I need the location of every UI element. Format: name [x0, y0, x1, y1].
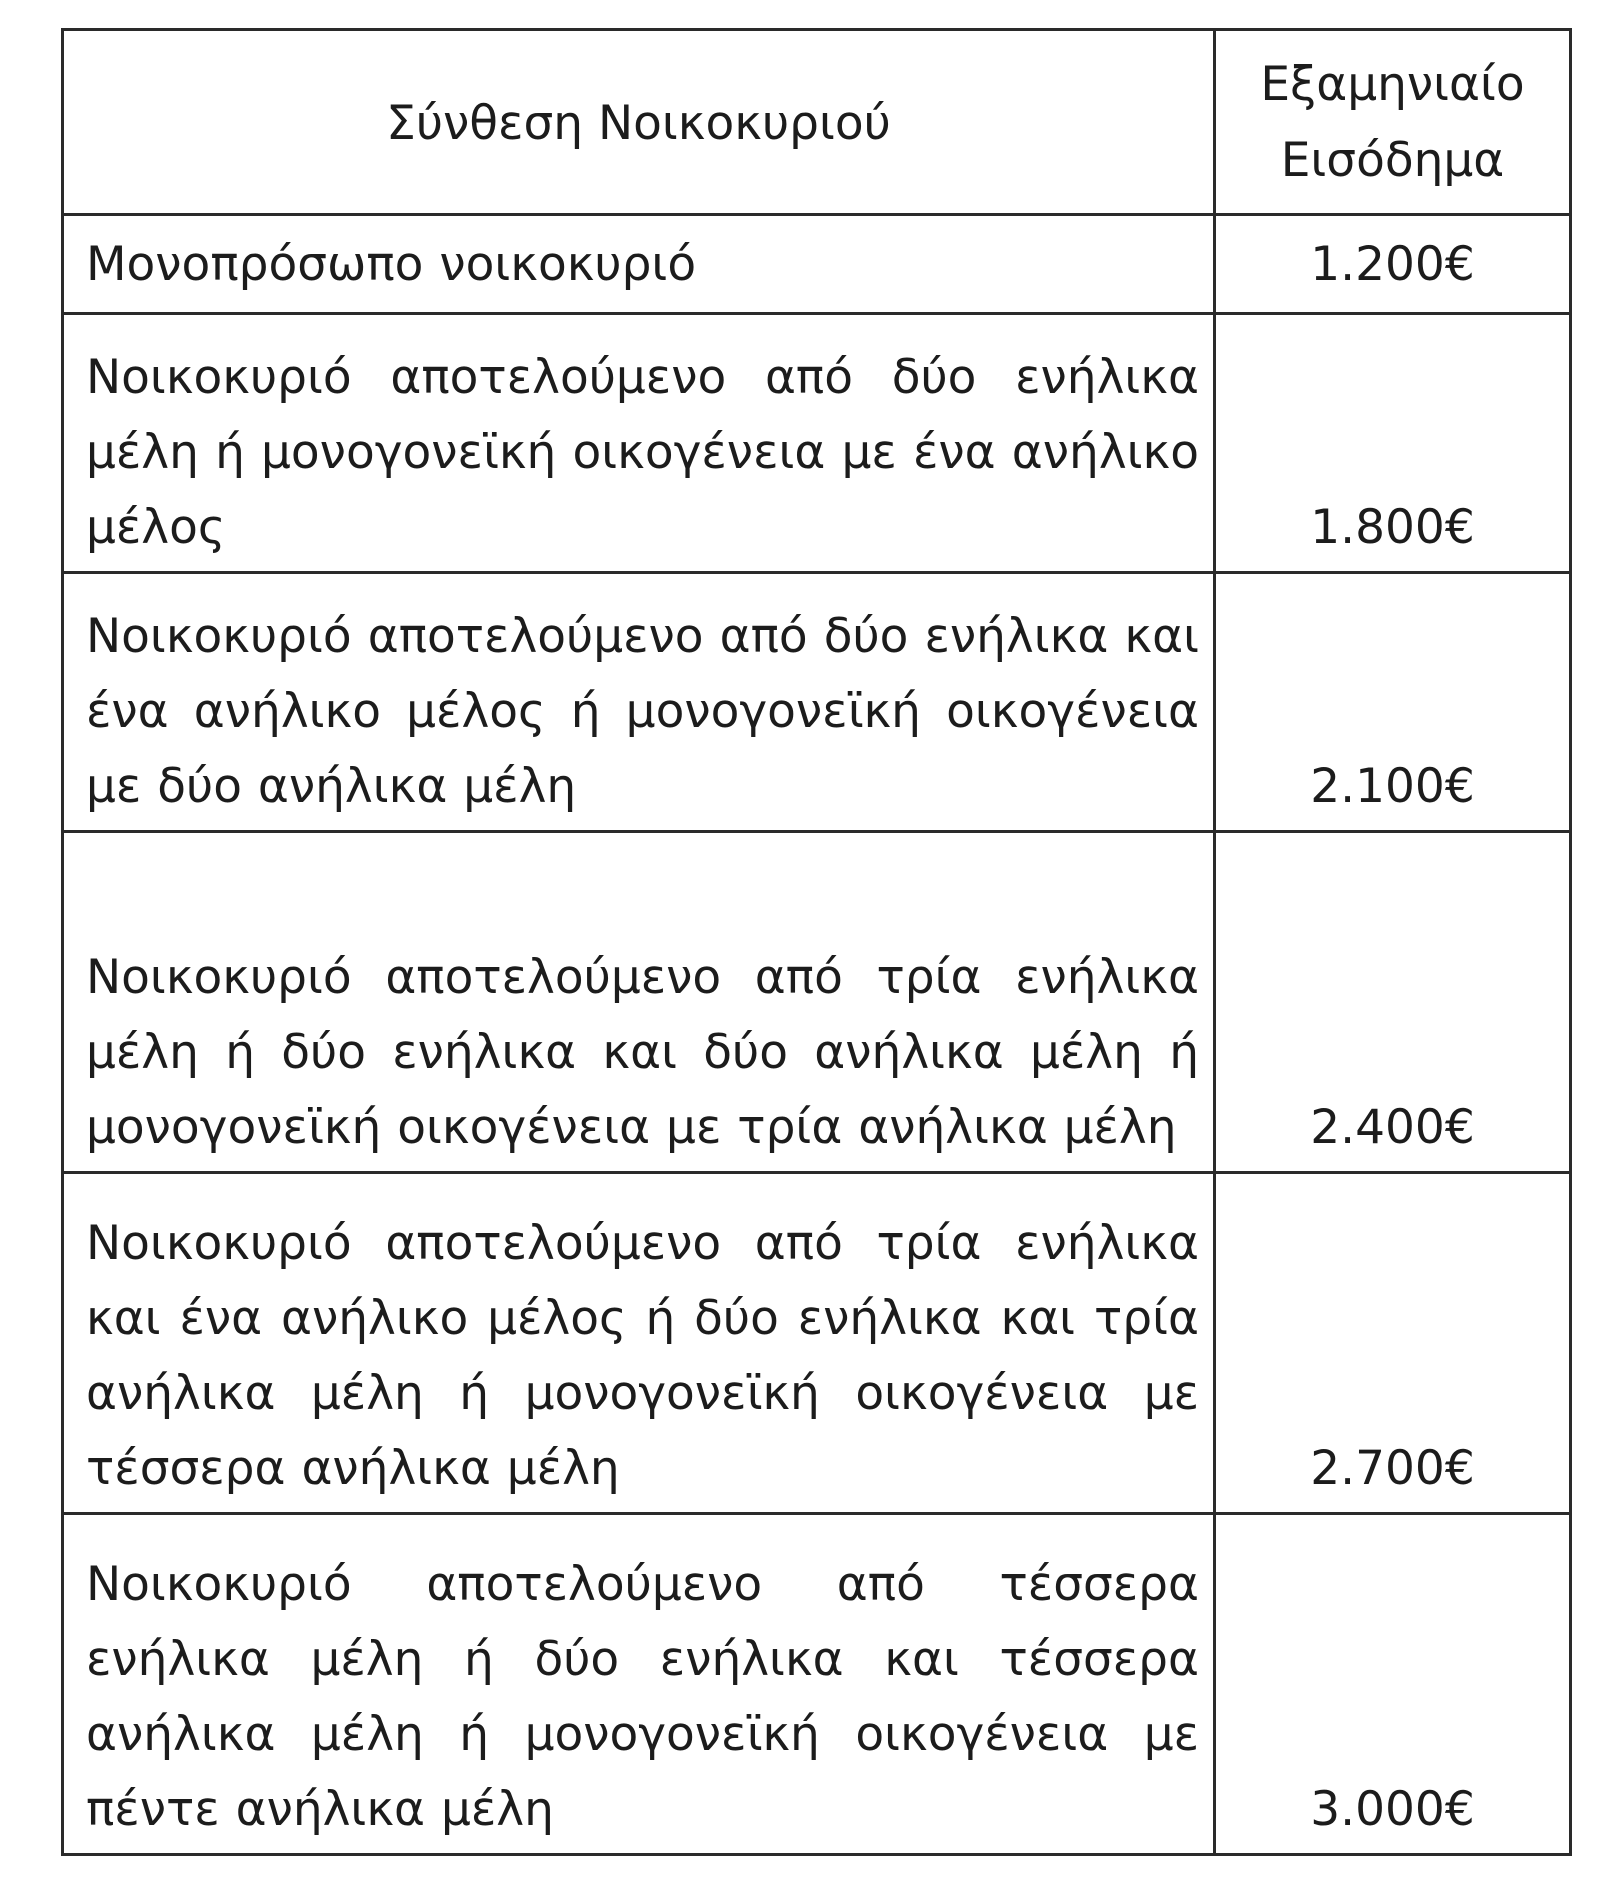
household-composition-cell: Νοικοκυριό αποτελούμενο από δύο ενήλικα μέλη ή μονογονεϊκή οικογένεια με ένα ανήλικο μέλος [63, 314, 1215, 573]
column-header-composition: Σύνθεση Νοικοκυριού [63, 30, 1215, 215]
income-amount-cell: 2.100€ [1215, 573, 1571, 832]
household-composition-cell: Νοικοκυριό αποτελούμενο από τρία ενήλικα μέλη ή δύο ενήλικα και δύο ανήλικα μέλη ή μονογονεϊκή οικογένεια με τρία ανήλικα μέλη [63, 832, 1215, 1173]
table-header-row [63, 30, 1571, 215]
income-amount-cell: 2.700€ [1215, 1173, 1571, 1514]
column-header-income: Εξαμηνιαίο Εισόδημα [1215, 30, 1571, 215]
household-composition-cell: Νοικοκυριό αποτελούμενο από τέσσερα ενήλικα μέλη ή δύο ενήλικα και τέσσερα ανήλικα μέλη ή μονογονεϊκή οικογένεια με πέντε ανήλικα μέλη [63, 1514, 1215, 1855]
household-composition-cell: Νοικοκυριό αποτελούμενο από τρία ενήλικα και ένα ανήλικο μέλος ή δύο ενήλικα και τρία ανήλικα μέλη ή μονογονεϊκή οικογένεια με τέσσερα ανήλικα μέλη [63, 1173, 1215, 1514]
table-row [63, 1173, 1571, 1514]
table-row [63, 1514, 1571, 1855]
income-amount-cell: 3.000€ [1215, 1514, 1571, 1855]
household-composition-cell: Μονοπρόσωπο νοικοκυριό [63, 215, 1215, 314]
income-amount-cell: 1.200€ [1215, 215, 1571, 314]
household-income-table [61, 28, 1572, 1856]
income-table-container [61, 28, 1569, 1856]
household-composition-cell: Νοικοκυριό αποτελούμενο από δύο ενήλικα και ένα ανήλικο μέλος ή μονογονεϊκή οικογένεια με δύο ανήλικα μέλη [63, 573, 1215, 832]
table-row [63, 314, 1571, 573]
income-amount-cell: 2.400€ [1215, 832, 1571, 1173]
table-row [63, 832, 1571, 1173]
income-amount-cell: 1.800€ [1215, 314, 1571, 573]
table-row [63, 215, 1571, 314]
table-row [63, 573, 1571, 832]
